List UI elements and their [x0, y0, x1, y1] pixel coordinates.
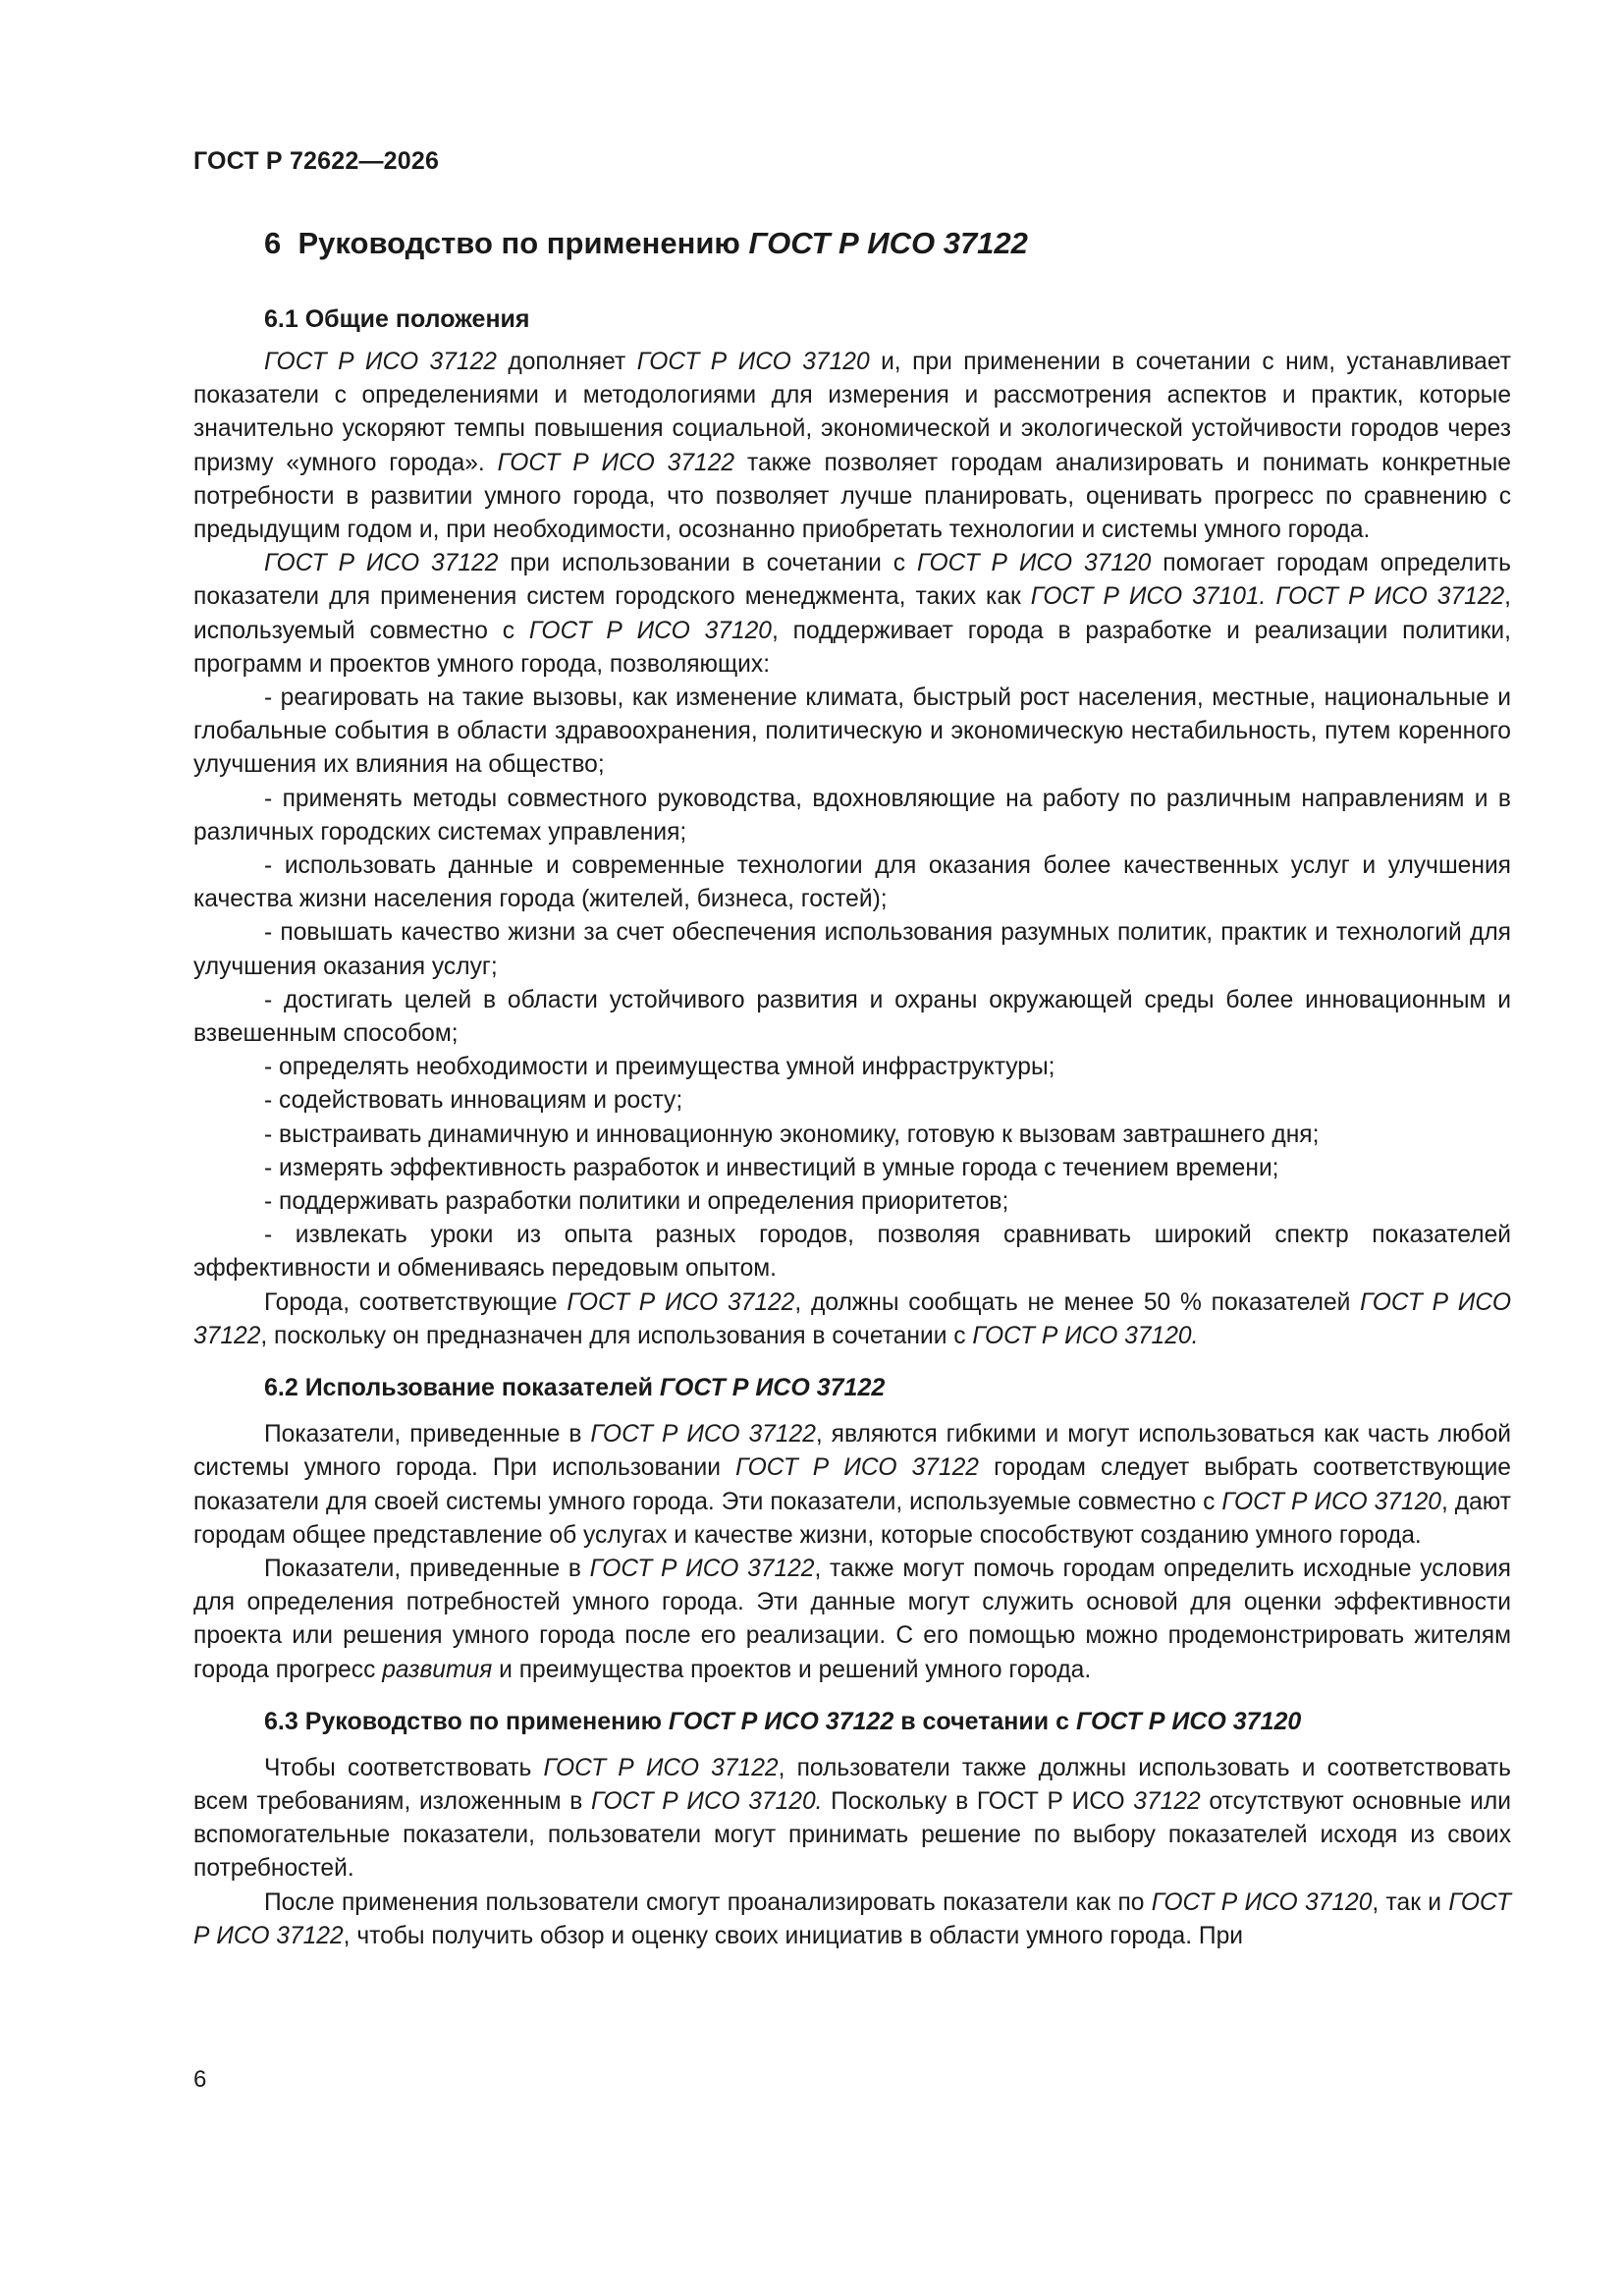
list-item: - выстраивать динамичную и инновационную экономику, готовую к вызовам завтрашнего дня;	[264, 1121, 1320, 1148]
text-run: , дают городам общее представление об услугах и качестве жизни, которые способствуют созданию умного города.	[193, 1488, 1511, 1549]
text-run: , поддерживает города в разработке и реализации политики, программ и проектов умного города, позволяющих:	[193, 617, 1511, 678]
standard-reference: развития	[382, 1656, 493, 1683]
section-number: 6	[264, 226, 282, 260]
text-run: Показатели, приведенные в	[264, 1421, 591, 1449]
standard-reference: ГОСТ Р ИСО 37120	[1151, 1888, 1373, 1916]
standard-reference: ГОСТ Р ИСО 37122	[264, 550, 499, 577]
text-run: , являются гибкими и могут использоваться как часть любой системы умного города. При использовании	[193, 1421, 1511, 1482]
subsection-6-3-heading	[264, 1705, 1511, 1738]
heading-text: 6.2 Использование показателей	[264, 1374, 660, 1402]
text-run: , должны сообщать не менее 50 % показателей	[794, 1288, 1361, 1316]
page-content	[193, 224, 1511, 1953]
list-item: - определять необходимости и преимущества умной инфраструктуры;	[264, 1054, 1055, 1081]
standard-reference: ГОСТ Р ИСО 37120	[1221, 1488, 1441, 1515]
paragraph	[193, 1418, 1511, 1553]
standard-reference: ГОСТ Р ИСО 37120	[528, 617, 772, 644]
subsection-6-2-heading	[264, 1371, 1511, 1404]
text-run: , так и	[1372, 1888, 1449, 1916]
paragraph	[193, 1553, 1511, 1687]
standard-reference: ГОСТ Р ИСО 37120	[636, 349, 870, 375]
list-item: - применять методы совместного руководства, вдохновляющие на работу по различным направлениям и в различных городских системах управления;	[193, 785, 1511, 846]
text-run: помогает городам определить показатели для применения систем городского менеджмента, таких как	[193, 550, 1511, 611]
standard-reference: ГОСТ Р ИСО 37122	[497, 449, 735, 476]
standard-reference: ГОСТ Р ИСО 37122	[589, 1555, 815, 1582]
subsection-6-1-heading: 6.1 Общие положения	[264, 305, 530, 333]
text-run: также позволяет городам анализировать и понимать конкретные потребности в развитии умного города, что позволяет лучше планировать, оценивать прогресс по сравнению с предыдущим годом и, при необходимости, осознанно приобретать технологии и системы умного города.	[193, 449, 1511, 544]
standard-reference: ГОСТ Р ИСО 37122	[264, 349, 497, 375]
text-run: , поскольку он предназначен для использования в сочетании с	[260, 1322, 973, 1349]
heading-text: 6.3 Руководство по применению	[264, 1707, 669, 1735]
list-item: - поддерживать разработки политики и определения приоритетов;	[264, 1188, 1009, 1216]
document-header: ГОСТ Р 72622—2026	[193, 147, 440, 175]
standard-reference: ГОСТ Р ИСО 37122	[590, 1421, 816, 1449]
standard-reference: ГОСТ Р ИСО 37122	[735, 1454, 979, 1482]
paragraph	[193, 1286, 1511, 1353]
list-item: - содействовать инновациям и росту;	[264, 1087, 683, 1115]
standard-reference: 37122	[1133, 1787, 1201, 1815]
paragraph	[193, 1886, 1511, 1953]
paragraph	[193, 547, 1511, 682]
text-run: при использовании в сочетании с	[498, 550, 917, 577]
standard-reference: ГОСТ Р ИСО 37122	[567, 1288, 795, 1316]
heading-ref: ГОСТ Р ИСО 37122	[659, 1374, 886, 1402]
text-run: дополняет	[496, 349, 637, 375]
section-6-title	[264, 224, 1511, 263]
page-number: 6	[193, 2066, 207, 2093]
text-run: городам следует выбрать соответствующие показатели для своей системы умного города. Эти показатели, используемые совместно с	[193, 1454, 1511, 1515]
standard-reference: ГОСТ Р ИСО 37122	[543, 1754, 779, 1781]
paragraph	[193, 1752, 1511, 1886]
section-title-text: Руководство по применению	[298, 226, 749, 260]
standard-reference: ГОСТ Р ИСО 37122	[193, 1288, 1511, 1349]
standard-reference: ГОСТ Р ИСО 37122	[193, 1888, 1511, 1949]
list-item: - использовать данные и современные технологии для оказания более качественных услуг и улучшения качества жизни населения города (жителей, бизнеса, гостей);	[193, 852, 1511, 913]
list-item: - достигать целей в области устойчивого развития и охраны окружающей среды более инновационным и взвешенным способом;	[193, 986, 1511, 1048]
text-run: , пользователи также должны использовать и соответствовать всем требованиям, изложенным в	[193, 1754, 1511, 1815]
text-run: После применения пользователи смогут проанализировать показатели как по	[264, 1888, 1152, 1916]
section-title-ref: ГОСТ Р ИСО 37122	[748, 226, 1028, 260]
standard-reference: ГОСТ Р ИСО 37101. ГОСТ Р ИСО 37122	[1030, 583, 1505, 611]
list-item: - реагировать на такие вызовы, как изменение климата, быстрый рост населения, местные, национальные и глобальные события в области здравоохранения, политическую и экономическую нестабильность, путем коренного улучшения их влияния на общество;	[193, 684, 1511, 779]
heading-ref: ГОСТ Р ИСО 37122	[668, 1707, 894, 1735]
text-run: и, при применении в сочетании с ним, устанавливает показатели с определениями и методологиями для измерения и рассмотрения аспектов и практик, которые значительно ускоряют темпы повышения социальной, экономической и экологической устойчивости городов через призму «умного города».	[193, 349, 1511, 476]
text-run: Города, соответствующие	[264, 1288, 568, 1316]
text-run: отсутствуют основные или вспомогательные показатели, пользователи могут принимать решение по выбору показателей исходя из своих потребностей.	[193, 1787, 1511, 1883]
text-run: Поскольку в ГОСТ Р ИСО	[822, 1787, 1134, 1815]
list-item: - извлекать уроки из опыта разных городов, позволяя сравнивать широкий спектр показателей эффективности и обмениваясь передовым опытом.	[193, 1222, 1511, 1283]
text-run: , используемый совместно с	[193, 583, 1511, 644]
text-run: Чтобы соответствовать	[264, 1754, 544, 1781]
standard-reference: ГОСТ Р ИСО 37120.	[972, 1322, 1199, 1349]
paragraph	[193, 346, 1511, 547]
text-run: и преимущества проектов и решений умного города.	[492, 1656, 1092, 1683]
standard-reference: ГОСТ Р ИСО 37120	[916, 550, 1152, 577]
text-run: , также могут помочь городам определить исходные условия для определения потребностей умного города. Эти данные могут служить основой для оценки эффективности проекта или решения умного города после его реализации. С его помощью можно продемонстрировать жителям города прогресс	[193, 1555, 1511, 1683]
list-item: - повышать качество жизни за счет обеспечения использования разумных политик, практик и технологий для улучшения оказания услуг;	[193, 919, 1511, 980]
bullet-list	[193, 682, 1511, 1286]
text-run: , чтобы получить обзор и оценку своих инициатив в области умного города. При	[343, 1922, 1243, 1949]
heading-text: в сочетании с	[893, 1707, 1076, 1735]
text-run: Показатели, приведенные в	[264, 1555, 590, 1582]
list-item: - измерять эффективность разработок и инвестиций в умные города с течением времени;	[264, 1154, 1279, 1181]
standard-reference: ГОСТ Р ИСО 37120.	[590, 1787, 823, 1815]
heading-ref: ГОСТ Р ИСО 37120	[1075, 1707, 1302, 1735]
